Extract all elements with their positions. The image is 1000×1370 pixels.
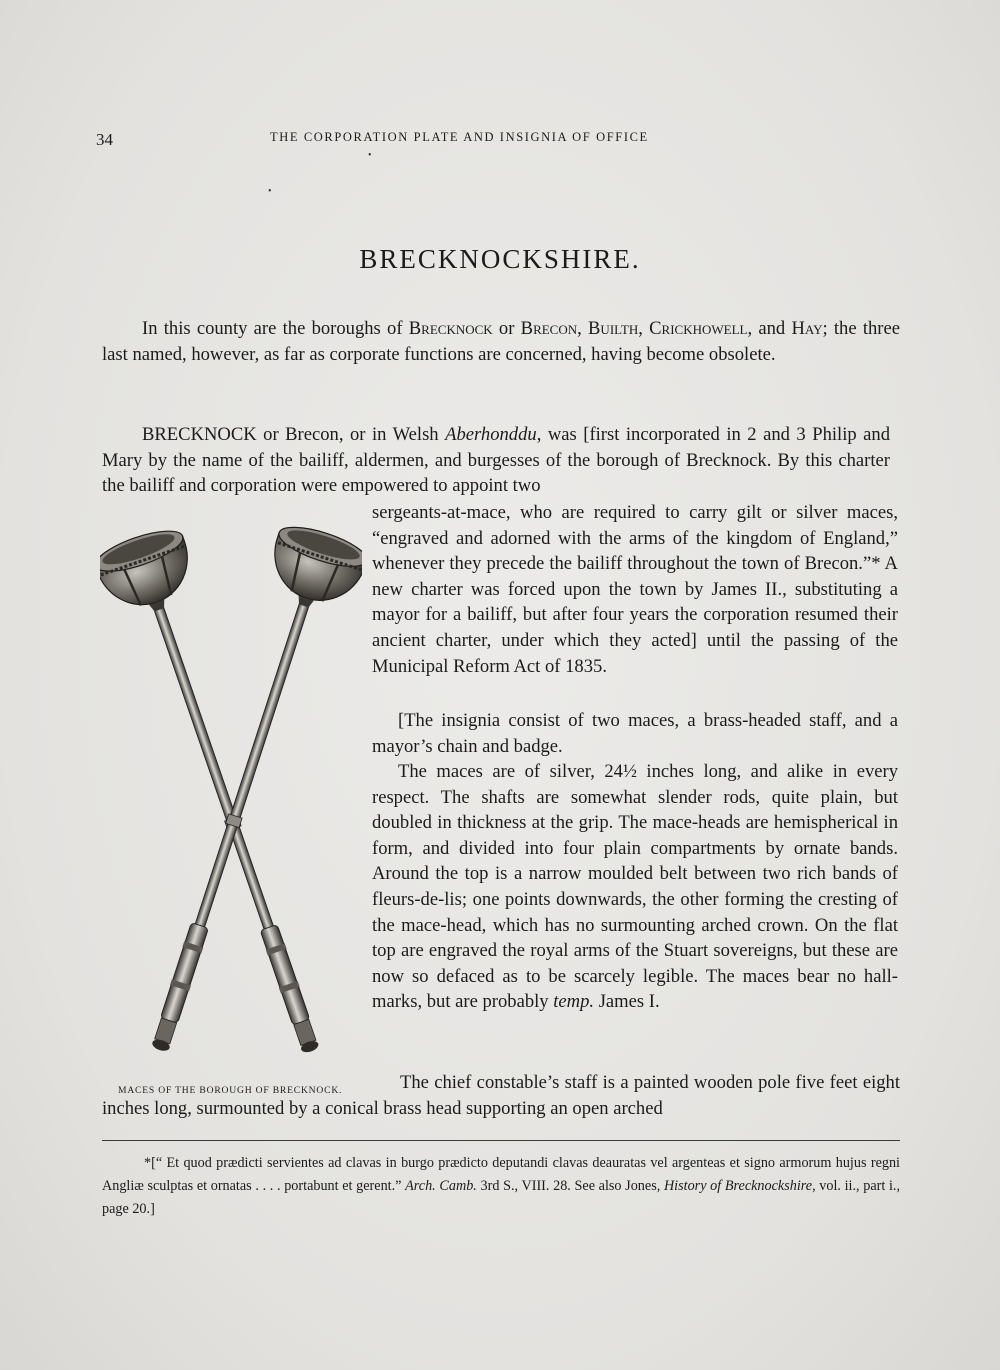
page-number: 34	[96, 130, 113, 149]
borough-brecon: Brecon	[520, 318, 578, 339]
staff-paragraph: The chief constable’s staff is a painted wooden pole five feet eight inches long, surmounted by a conical brass head supporting an open arched	[102, 1072, 900, 1119]
brecknock-paragraph: BRECKNOCK or Brecon, or in Welsh Aberhonddu, was [first incorporated in 2 and 3 Philip and Mary by the name of the bailiff, aldermen, and burgesses of the borough of Brecknock. By this charter the bailiff and corporation were empowered to appoint two	[102, 424, 891, 497]
insignia-paragraph: [The insignia consist of two maces, a brass-headed staff, and a mayor’s chain and badge.	[372, 710, 898, 757]
section-title: BRECKNOCKSHIRE.	[359, 244, 641, 274]
mace-left	[100, 523, 355, 1066]
page-header	[96, 128, 906, 152]
print-speck: •	[368, 150, 372, 161]
reference-history-brecknockshire: History of Brecknockshire	[663, 1178, 813, 1194]
welsh-name: Aberhonddu	[445, 424, 537, 445]
brecknock-paragraph-continued: sergeants-at-mace, who are required to carry gilt or silver maces, “engraved and adorned with the arms of the kingdom of England,” whenever they precede the bailiff throughout the town of Brecon.”* A new charter was forced upon the town by James II., substituting a mayor for a bailiff, but after four years the corporation resumed their ancient charter, under which they acted] until the passing of the Municipal Reform Act of 1835.	[372, 502, 898, 677]
maces-illustration	[100, 516, 362, 1076]
footnote: *[“ Et quod prædicti servientes ad clavas in burgo prædicto deputandi clavas deauratas vel argenteas et signo armorum hujus regni Angliæ sculptas et ornatas . . . . portabunt et gerent.” Arch. Camb. 3rd S., VIII. 28. See also Jones, History of Brecknockshire, vol. ii., part i., page 20.]	[102, 1155, 901, 1217]
figure-caption: MACES OF THE BOROUGH OF BRECKNOCK.	[118, 1085, 343, 1096]
borough-crickhowell: Crickhowell	[649, 318, 748, 339]
borough-builth: Builth	[588, 318, 639, 339]
crossed-maces-engraving	[100, 516, 362, 1076]
print-speck: •	[268, 186, 272, 197]
reference-arch-camb: Arch. Camb.	[405, 1178, 477, 1194]
borough-brecknock: Brecknock	[408, 318, 493, 339]
borough-hay: Hay	[791, 318, 823, 339]
running-head: THE CORPORATION PLATE AND INSIGNIA OF OFFICE	[270, 130, 649, 144]
intro-paragraph: In this county are the boroughs of Brecknock or Brecon, Builth, Crickhowell, and Hay; the three last named, however, as far as corporate functions are concerned, having become obsolete.	[102, 318, 900, 365]
temp-abbreviation: temp.	[553, 991, 595, 1013]
maces-paragraph: The maces are of silver, 24½ inches long, and alike in every respect. The shafts are somewhat slender rods, quite plain, but doubled in thickness at the grip. The mace-heads are hemispherical in form, and divided into four plain compartments by ornate bands. Around the top is a narrow moulded belt between two rich bands of fleurs-de-lis; one points downwards, the other forming the cresting of the mace-head, which has no surmounting arched crown. On the flat top are engraved the royal arms of the Stuart sovereigns, but these are now so defaced as to be scarcely legible. The maces bear no hall-marks, but are probably temp. James I.	[372, 761, 898, 1013]
footnote-rule	[102, 1140, 900, 1141]
